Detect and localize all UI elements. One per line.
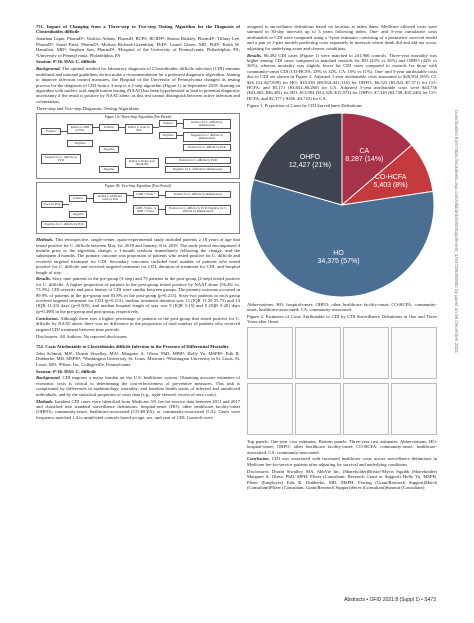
- flow-box: Reflex to GDH and toxin by EIA: [93, 193, 127, 203]
- mini-chart: [247, 383, 293, 435]
- flow-box: Positive for C. difficile by PCR; Negative for C. difficile by immunoassay: [165, 205, 231, 215]
- download-watermark: [452, 110, 460, 570]
- mini-chart: [247, 327, 293, 379]
- flow-box: Negative: [67, 140, 93, 147]
- flow-box: Reflex to GDH by EIA: [67, 124, 93, 134]
- flow-box: Positive for C. difficile by immunoassay: [165, 191, 231, 198]
- flowchart-title: Figure 1A: Three-Step Algorithm (Pre-Period): [104, 115, 172, 120]
- mini-chart: [391, 383, 437, 435]
- pie-label-ho: HO 34,375 (57%): [317, 249, 360, 265]
- flow-box: Negative: [69, 211, 87, 218]
- flow-connector: [93, 127, 99, 128]
- pie-chart: [247, 110, 437, 300]
- abstract-751-session: Session: P-36. HAI: C. difficile: [36, 59, 96, 65]
- abstract-751-conclusion: Conclusion. Although there was a higher percentage of patients in the post-group that tested positive for C. difficile by NAAT alone, there was no difference in the proportion of total number of patients who received targeted CDI treatment between time periods.: [36, 315, 240, 332]
- mini-chart: [343, 327, 389, 379]
- flow-connector: [177, 135, 183, 136]
- abstract-751-background: Background. The optimal method for laboratory diagnosis of Clostridioides difficile infection (CDI) remains undefined and national guidelines do not make a recommendation for a preferred diagnostic algorithm. Aiming to improve infection control measures, the Hospital of the University of Pennsylvania changed its testing process for the diagnosis of CDI from a 3-step to a 2-step algorithm (Figure 1) in September 2018. Starting an algorithm with nucleic acid amplification testing (NAAT) has been hypothesized to lead to potential diagnostic uncertainty if the result is positive by NAAT alone, as this test cannot distinguish between active infection and colonization.: [36, 66, 240, 104]
- abstract-752-methods-continued: assigned to surveillance definitions based on location at index dates. Medicare allowed costs were summed in 30-day intervals up to 3 years following index. One- and 3-year cumulative costs attributable to CDI were computed using a 3-part estimator consisting of a parametric survival model and a pair of 2-part models predicting costs separately in intervals where death did and did not occur, adjusting for underlying acute and chronic conditions.: [247, 24, 437, 51]
- abstract-751-authors: Jonathan Lapin, PharmD¹; Vasilios Athans, PharmD, BCPS, BCIDP¹; Shawn Binkley, PharmD¹; Tiffany Lee, PharmD²; Sonal Patel, PharmD²; Melissa Richard-Greenblatt, PhD²; Laurel Glaser, MD, PhD²; Keith W. Hamilton, MD²; Stephen Saw, PharmD¹; ¹Hospital of the University of Pennsylvania, Philadelphia, PA; ²University of Pennsylvania, Philadelphia, PA: [36, 36, 240, 58]
- page-footer: Abstracts • OFID 2021:8 (Suppl 1) • S473: [344, 597, 436, 603]
- flow-box: Positive for C. difficile by immunoassay: [183, 119, 231, 129]
- abstract-752-background: Background. CDI imposes a major burden on the U.S. healthcare system. Obtaining accurate estimates of economic costs is critical to determining the cost-effectiveness of preventive measures. This task is complicated by differences in epidemiology, mortality, and baseline health status of infected and uninfected individuals, and by the statistical properties of costs data (e.g., right-skewed, excess of zero costs).: [36, 375, 240, 397]
- abstract-751-results: Results. Sixty nine patients in the pre-group (3-step) and 75 patients in the post-group (2-step) tested positive for C. difficile. A higher proportion of patients in the post-group tested positive by NAAT alone (56.4% vs. 73.3%). CDI severity and prior history of CDI were similar between groups. The primary outcome occurred in 89.9% of patients in the pre-group and 83.8% in the post-group (p=0.213). Sixty-two patients in each group received targeted treatment for CDI (p=0.213), median treatment duration was 13 (IQR 11.25-25.75) and 14 (IQR 11-25) days (p=0.505), and median hospital length of stay was 9 (IQR 3-15) and 8 (IQR 3-20) days (p=0.490) in the pre-group and post-group, respectively.: [36, 276, 240, 314]
- flow-box: Stool for PCR: [41, 201, 63, 208]
- flow-connector: [159, 195, 165, 196]
- flow-box: Reflex to toxin by EIA: [125, 124, 153, 134]
- flow-box: Positive for C. difficile by PCR: [165, 157, 231, 164]
- flow-connector: [153, 127, 159, 128]
- flowchart-three-step: [36, 113, 240, 179]
- flow-box: Positive: [159, 120, 177, 127]
- flow-connector: [61, 131, 67, 132]
- figure-1-caption: Figure 1. Proportion of Cases by CDI Surveillance Definitions: [247, 102, 362, 108]
- flowchart-two-step: [36, 182, 240, 234]
- abstract-752-title: 752. Costs Attributable to Clostridioides difficile Infection in the Presence of Differential Mortality: [36, 343, 229, 349]
- flow-box: Positive: [41, 128, 61, 135]
- abstract-752-methods: Methods. Incident CDI cases were identified from Medicare 5% fee-for-service data between 2011 and 2017 and classified into standard surveillance definitions: hospital-onset (HO), other healthcare facility-onset (OHFO), community-onset, healthcare-associated (CO-HCFA), or community-associated (CA). Cases were frequency matched 1:4 to uninfected controls based on age, sex, and year of CDI. Controls were: [36, 398, 240, 420]
- flow-box: GDH +/Toxin +: [133, 191, 159, 198]
- flow-connector: [87, 198, 93, 199]
- flow-box: Negative for C. difficile by immunoassay: [183, 132, 231, 142]
- flow-box: Positive: [99, 124, 119, 131]
- flow-box: Positive: [69, 195, 87, 202]
- flow-box: Negative for C. difficile by immunoassay: [165, 166, 231, 173]
- abstract-751-title: 751. Impact of Changing from a Three-step to Two-step Testing Algorithm for the Diagnosis of Clostridioides difficile: [36, 24, 240, 35]
- pie-chart-svg: [247, 110, 437, 300]
- download-watermark-text: Downloaded from https://academic.oup.com/ofid/article/8/Supplement_1/S473/6450582 by guest on 06 December 2021: [454, 110, 459, 354]
- abstract-751-figure-caption: Three-step and Two-step Diagnostic Testing Algorithms: [36, 105, 139, 111]
- abstract-751-methods: Methods. This retrospective, single-center, quasi-experimental study included patients ≥ 18 years of age that tested positive for C. difficile between May 1st, 2018 and January 31st, 2019. The study period encompassed 4 months prior to the algorithm change, a 1-month washout immediately following the change, and the subsequent 4 months. The primary outcome was proportion of patients who tested positive for C. difficile and received targeted treatment for CDI. Secondary outcomes included total number of patients who tested positive for C. difficile and received targeted treatment for CDI, duration of treatment for CDI, and hospital length of stay.: [36, 237, 240, 275]
- mini-chart: [343, 383, 389, 435]
- abstract-752-results: Results. 80,492 CDI cases (Figure 1) were matched to 241,966 controls. Three-year mortality was higher among CDI cases compared to matched controls for HO (43% vs 26%) and OHFO (42% vs 36%), whereas mortality was slightly lower for CDI cases compared to controls for those with community-onset CDI (CO-HCFA: 28% vs 32%, CA: 10% vs 11%). One- and 3-year attributable costs due to CDI are shown in Figure 2. Adjusted 1-year attributable costs amounted to $26,954 (95% CI: $26,154–$27,839) for HO; $10,339 ($9,564–$11,516) for OHFO; $6,523 ($5,822–$7,371) for CO-HCFA; and $5,171 ($3,841–$6,260) for CA. Adjusted 3-year attributable costs were $44,736 ($43,065–$46,481) for HO; $13,994 ($12,329–$15,973) for OHFO; $7,349 ($4,738–$10,246) for CO-HCFA; and $2,377 (-$166–$4,722) for CA.: [247, 52, 437, 101]
- abstract-752-disclosures: Disclosures. Dustin Stwalley, MA, AbbVie Inc. (Shareholder)Bristol-Myers Squibb (Shareholder) Margaret A. Olsen, PhD, MPH, Pfizer (Consultant, Research Grant or Support) Holly Yu, MSPH, Pfizer (Employee) Erik R. Dubberke, MD, MSPH, Ferring (Grant/Research Support)Merck (Consultant)Pfizer (Consultant, Grant/Research Support)Seres (Consultant)Summit (Consultant): [247, 468, 437, 490]
- flow-box: Negative: [159, 132, 177, 139]
- left-column: [36, 24, 240, 422]
- flow-box: Positive for C. difficile by PCR: [183, 144, 231, 151]
- abstract-751-disclosures: Disclosures. All Authors: No reported disclosures: [36, 333, 128, 339]
- flow-box: Negative: [99, 166, 119, 173]
- abstract-752-conclusion: Conclusion. CDI was associated with increased healthcare costs across surveillance definitions in Medicare fee-for-service patients after adjusting for survival and underlying conditions.: [247, 456, 437, 467]
- abstract-752-authors: John Schmitt, MS¹; Dustin Stwalley, MA¹; Margaret A. Olsen, PhD, MPH²; Holly Yu, MSPH³; Erik R. Dubberke, MD, MSPH¹; ¹Washington University, St. Louis, Missouri; ²Washington University in St. Louis, St. Louis, MO; ³Pfizer, Inc, Collegeville, Pennsylvania: [36, 350, 240, 367]
- mini-chart: [295, 327, 341, 379]
- cost-small-multiples: [247, 327, 437, 437]
- figure-2-caption: Figure 2. Estimates of Costs Attributable to CDI by CDI Surveillance Definitions at One and Three Years after Onset: [247, 313, 437, 325]
- mini-chart: [391, 327, 437, 379]
- flowchart-title: Figure 1B: Two-Step Algorithm (Post-Period): [105, 184, 171, 189]
- mini-chart: [295, 383, 341, 435]
- pie-label-ca: CA 8,287 (14%): [345, 148, 384, 164]
- figure-2-note: Top panels: One-year cost estimates. Bottom panels: Three-year cost estimates. Abbreviations: HO: hospital-onset; OHFO: other healthcare facility-onset; CO-HCFA: community-onset, healthcare-associated; CA: community-associated.: [247, 438, 437, 455]
- flow-box: Reflex to PCR (cycle threshold): [125, 158, 159, 168]
- pie-label-co-hcfa: CO-HCFA 5,403 (8%): [373, 174, 408, 190]
- flow-connector: [119, 127, 125, 128]
- right-column: [247, 24, 437, 492]
- flow-box: GDH -/Toxin - or GDH +/Toxin -: [133, 205, 159, 215]
- flow-box: Negative for C. difficile by PCR: [41, 221, 87, 228]
- flow-connector: [63, 204, 69, 205]
- flow-connector: [127, 195, 133, 196]
- flow-box: Negative for C. difficile by PCR: [41, 154, 81, 164]
- flow-box: Negative: [99, 146, 119, 153]
- pie-label-ohfo: OHFO 12,427 (21%): [288, 153, 331, 169]
- figure-1-abbreviations: Abbreviations: HO: hospital-onset; OHFO: other healthcare facility-onset; CO-HCFA: community-onset, healthcare-associated; CA: community-associated.: [247, 301, 437, 312]
- flow-connector: [159, 209, 165, 210]
- flow-connector: [177, 123, 183, 124]
- abstract-752-session: Session: P-36. HAI: C. difficile: [36, 368, 96, 374]
